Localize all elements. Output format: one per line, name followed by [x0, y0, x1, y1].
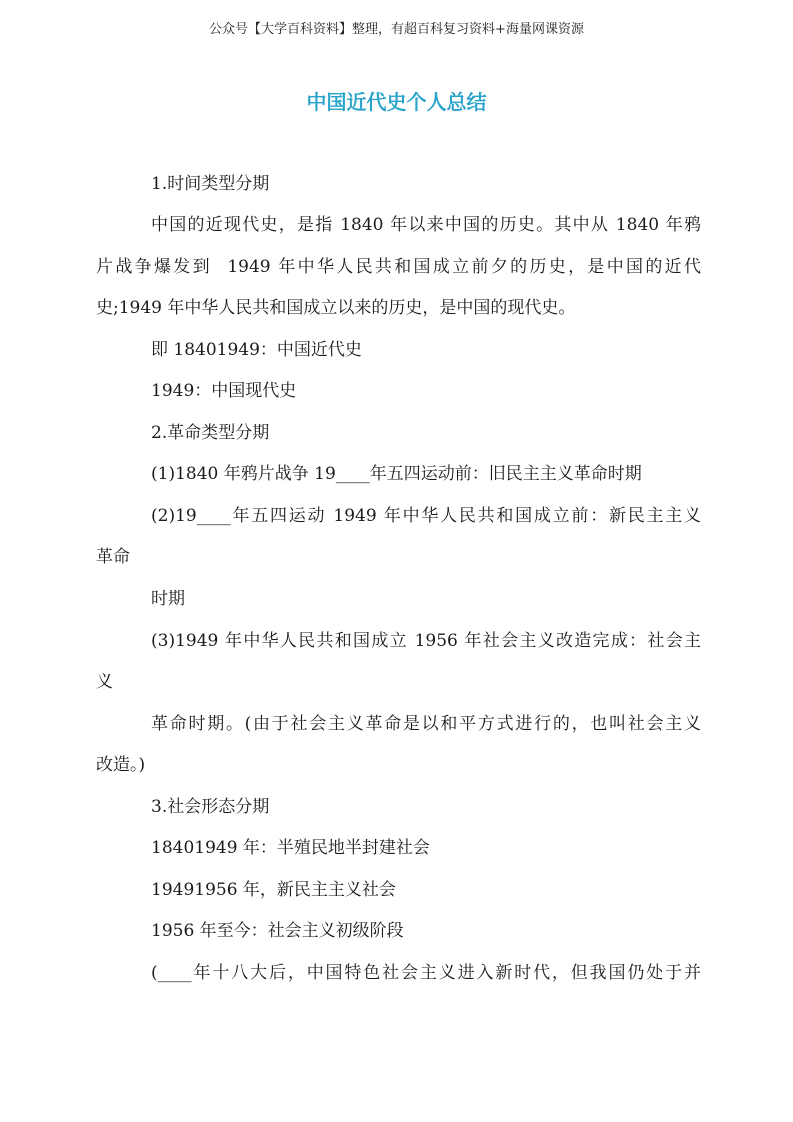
- header-note: 公众号【大学百科资料】整理，有超百科复习资料+海量网课资源: [209, 22, 584, 37]
- paragraph-line: 时期: [151, 589, 185, 609]
- section-heading-3: 3.社会形态分期: [151, 797, 270, 817]
- paragraph-line: 改造。): [96, 755, 146, 775]
- paragraph-line: 19491956 年，新民主主义社会: [151, 880, 396, 900]
- section-heading-1: 1.时间类型分期: [151, 174, 270, 194]
- paragraph-line: 即 18401949：中国近代史: [151, 340, 362, 360]
- paragraph-line: 革命时期。(由于社会主义革命是以和平方式进行的，也叫社会主义: [151, 714, 701, 734]
- paragraph-line: 片战争爆发到 1949 年中华人民共和国成立前夕的历史，是中国的近代: [96, 257, 701, 277]
- paragraph-line: (1)1840 年鸦片战争 19____年五四运动前：旧民主主义革命时期: [151, 464, 642, 484]
- paragraph-line: 1949：中国现代史: [151, 381, 297, 401]
- paragraph-line: 史;1949 年中华人民共和国成立以来的历史，是中国的现代史。: [96, 298, 576, 318]
- paragraph-line: 革命: [96, 547, 130, 567]
- page-title: 中国近代史个人总结: [306, 90, 487, 114]
- paragraph-line: (3)1949 年中华人民共和国成立 1956 年社会主义改造完成：社会主: [151, 631, 701, 651]
- paragraph-line: 18401949 年：半殖民地半封建社会: [151, 838, 430, 858]
- paragraph-line: (2)19____年五四运动 1949 年中华人民共和国成立前：新民主主义: [151, 506, 701, 526]
- paragraph-line: (____年十八大后，中国特色社会主义进入新时代，但我国仍处于并: [151, 963, 701, 983]
- paragraph-line: 1956 年至今：社会主义初级阶段: [151, 921, 404, 941]
- section-heading-2: 2.革命类型分期: [151, 423, 270, 443]
- paragraph-line: 义: [96, 672, 113, 692]
- paragraph-line: 中国的近现代史，是指 1840 年以来中国的历史。其中从 1840 年鸦: [151, 215, 701, 235]
